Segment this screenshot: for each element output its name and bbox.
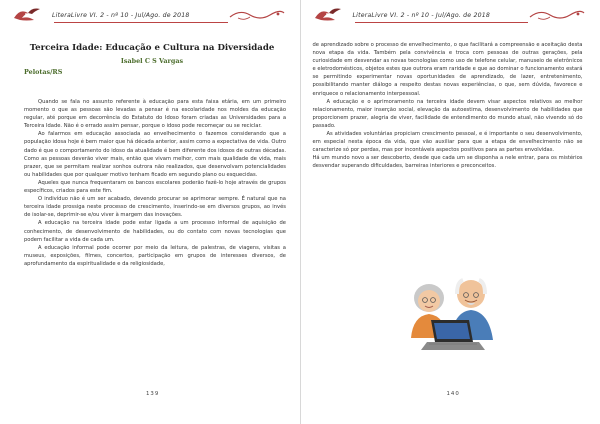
paragraph: O indivíduo não é um ser acabado, devendo procurar se aprimorar sempre. É natural que na terceira idade prossiga neste processo de crescimento, inserindo-se em diversos grupos, ao invés de isolar-se, deprimir-se e/ou viver à margem das inovações. bbox=[24, 196, 286, 219]
header-rule bbox=[54, 22, 228, 23]
right-page bbox=[301, 0, 600, 424]
page-header bbox=[311, 4, 591, 26]
author-location: Pelotas/RS bbox=[24, 68, 63, 76]
paragraph: Ao falarmos em educação associada ao envelhecimento o fazemos considerando que a população idosa hoje é bem maior que há década anterior, assim como a expectativa de vida. Outro dado é que o comportamento do idoso da atualidade é bem diferente dos idosos de outras décadas. Como as pessoas deverão viver mais, então que vivam melhor, com mais qualidade de vida, mais prazer, que se permitam realizar sonhos outrora não realizados, que desenvolvam potencialidades ou habilidades que por qualquer motivo tenham ficado em segundo plano ou esquecidas. bbox=[24, 131, 286, 178]
paragraph: A educação informal pode ocorrer por meio da leitura, de palestras, de viagens, visitas a museus, exposições, filmes, concertos, participação em grupos de interesses diversos, de aprofundamento da espiritualidade e da religiosidade, bbox=[24, 244, 286, 267]
paragraph: A educação e o aprimoramento na terceira idade devem visar aspectos relativos ao melhor relacionamento, maior inserção social, elevação da autoestima, desenvolvimento de habilidades que proporcionem prazer, alegria de viver, facilidade de entendimento do mundo atual, não vivendo só do passado. bbox=[312, 98, 583, 129]
paragraph: As atividades voluntárias propiciam crescimento pessoal, e é importante o seu desenvolvimento, em especial nesta época da vida, que vão auxiliar para que a etapa de envelhecimento não se caracterize só por perdas, mas por incontáveis aspectos positivos para as partes envolvidas. bbox=[312, 131, 583, 154]
bird-ornament-icon bbox=[10, 4, 48, 26]
article-author: Isabel C S Vargas bbox=[120, 57, 184, 65]
paragraph: Há um mundo novo a ser descoberto, desde que cada um se disponha a nele entrar, para os mistérios desvendar superando dificuldades, barreiras interiores e preconceitos. bbox=[312, 155, 583, 170]
left-body-text bbox=[24, 98, 286, 268]
elderly-couple-laptop-illustration bbox=[391, 268, 511, 364]
right-body-text bbox=[313, 41, 583, 171]
paragraph: de aprendizado sobre o processo de envelhecimento, o que facilitará a compreensão e aceitação desta nova etapa da vida. Também pela convivência e troca com pessoas de outras gerações, pela curiosidade em desvendar as novas tecnologias como uso de telefone celular, manuseio de eletrônicos e eletrodomésticos, objetos estes que outrora eram raridade e que ao dominar o funcionamento estará se permitindo experimentar novas oportunidades de aprendizado, de lazer, entretenimento, possibilitando manter diálogo a respeito destas novas experiências, o que, sem dúvida, favorece e enriquece o relacionamento interpessoal. bbox=[312, 42, 583, 97]
bird-ornament-icon bbox=[311, 4, 349, 26]
paragraph: Quando se fala no assunto referente à educação para esta faixa etária, em um primeiro momento o que as pessoas são levadas a pensar é na escolaridade nos moldes da educação regular, até porque em decorrência do Estatuto do Idoso foram criadas as Universidades para a Terceira Idade. Não é o errado assim pensar, porque o idoso pode recomeçar ou se reciclar. bbox=[24, 99, 286, 130]
running-head: LiteraLivre VI. 2 - nº 10 - Jul/Ago. de 2018 bbox=[52, 12, 190, 19]
running-head: LiteraLivre VI. 2 - nº 10 - Jul/Ago. de 2018 bbox=[352, 12, 490, 19]
page-number: 139 bbox=[146, 391, 160, 397]
paragraph: Aqueles que nunca frequentaram os bancos escolares poderão fazê-lo hoje através de grupos específicos, criados para este fim. bbox=[24, 179, 286, 195]
page-header bbox=[10, 4, 290, 26]
paragraph: A educação na terceira idade pode estar ligada a um processo informal de aquisição de conhecimento, de desenvolvimento de habilidades, ou do contato com novas tecnologias que podem facilitar a vida de cada um. bbox=[24, 220, 286, 243]
header-rule bbox=[355, 22, 529, 23]
page-number: 140 bbox=[446, 391, 460, 397]
swirl-flourish-icon bbox=[228, 8, 286, 22]
article-title: Terceira Idade: Educação e Cultura na Diversidade bbox=[29, 43, 275, 53]
swirl-flourish-icon bbox=[528, 8, 586, 22]
